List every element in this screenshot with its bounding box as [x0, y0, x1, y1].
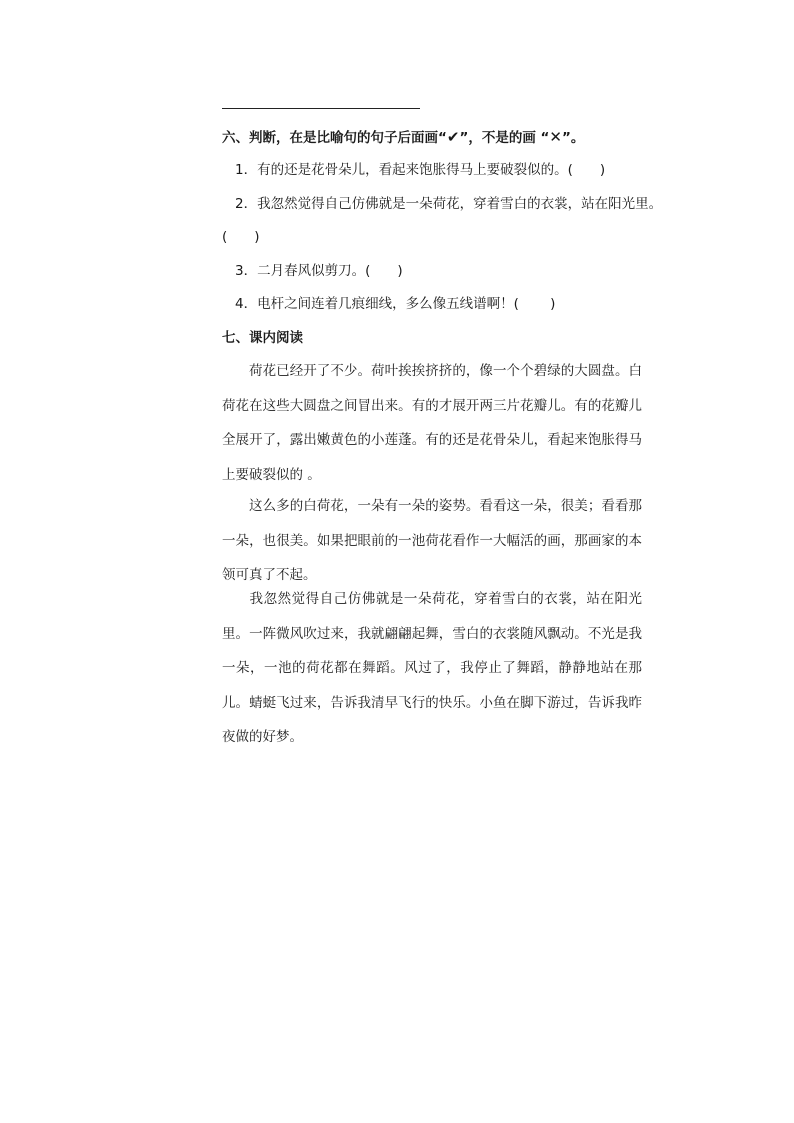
top-divider [222, 108, 420, 109]
reading-paragraph-1: 荷花已经开了不少。荷叶挨挨挤挤的，像一个个碧绿的大圆盘。白荷花在这些大圆盘之间冒出来。有的才展开两三片花瓣儿。有的花瓣儿全展开了，露出嫩黄色的小莲蓬。有的还是花骨朵儿，看起来饱胀得马上要破裂似的 。 [222, 363, 642, 483]
judge-item-2-paren: ( ) [222, 229, 260, 245]
section7-title: 七、课内阅读 [222, 330, 303, 346]
judge-item-3: 3．二月春风似剪刀。( ) [235, 263, 403, 279]
reading-paragraph-3: 我忽然觉得自己仿佛就是一朵荷花，穿着雪白的衣裳，站在阳光里。一阵微风吹过来，我就翩翩起舞，雪白的衣裳随风飘动。不光是我一朵，一池的荷花都在舞蹈。风过了，我停止了舞蹈，静静地站在那儿。蜻蜓飞过来，告诉我清早飞行的快乐。小鱼在脚下游过，告诉我昨夜做的好梦。 [222, 591, 642, 745]
reading-paragraph-2: 这么多的白荷花，一朵有一朵的姿势。看看这一朵，很美；看看那一朵，也很美。如果把眼前的一池荷花看作一大幅活的画，那画家的本领可真了不起。 [222, 498, 642, 583]
cross-mark-icon: ✕ [549, 128, 562, 146]
judge-item-4: 4．电杆之间连着几痕细线，多么像五线谱啊！( ) [235, 296, 556, 312]
judge-item-1: 1．有的还是花骨朵儿，看起来饱胀得马上要破裂似的。( ) [235, 162, 606, 178]
check-mark-icon: ✔ [446, 128, 460, 146]
judge-item-2: 2．我忽然觉得自己仿佛就是一朵荷花，穿着雪白的衣裳，站在阳光里。 [235, 196, 663, 212]
section6-title: 六、判断，在是比喻句的句子后面画“✔”，不是的画 “✕”。 [222, 128, 585, 146]
